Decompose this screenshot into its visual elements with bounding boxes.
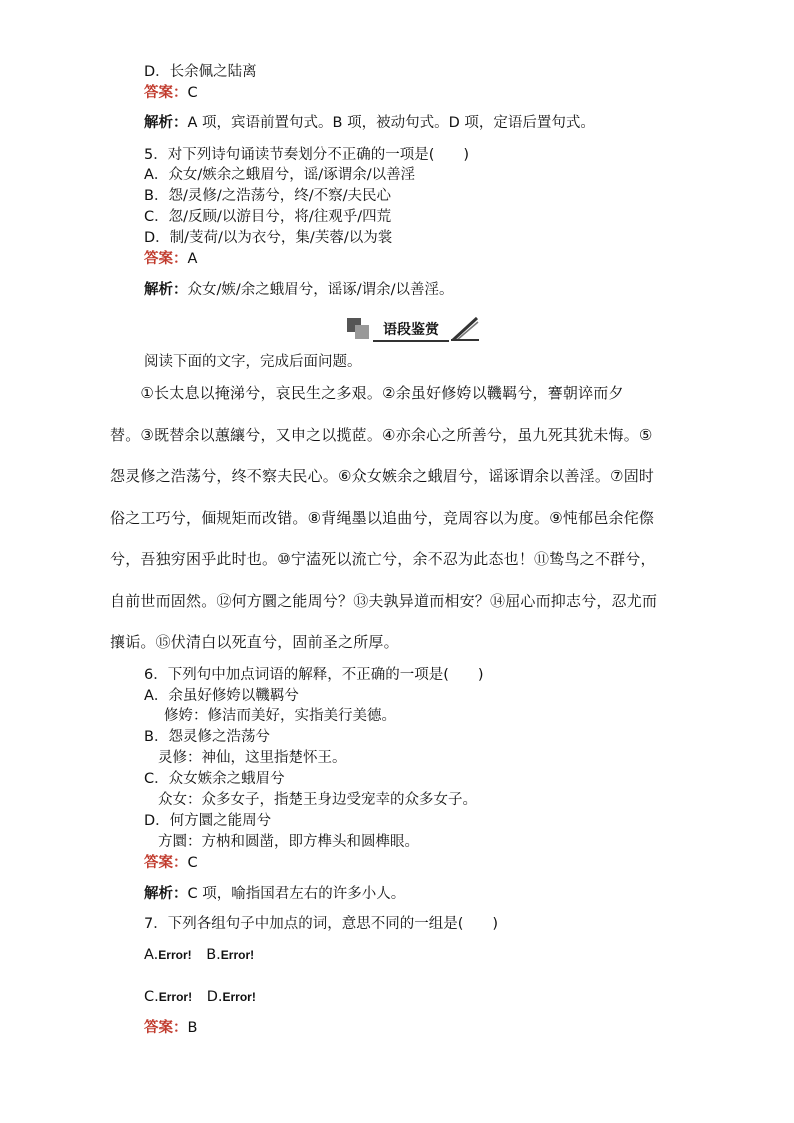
passage-line: 替。③既替余以蕙纕兮，又申之以揽茝。④亦余心之所善兮，虽九死其犹未悔。⑤ xyxy=(110,426,653,444)
answer-label: 答案： xyxy=(144,855,188,871)
option-d-explanation: 方圜：方枘和圆凿，即方榫头和圆榫眼。 xyxy=(158,834,419,850)
reading-instruction: 阅读下面的文字，完成后面问题。 xyxy=(144,354,362,370)
answer-value: A xyxy=(187,251,198,267)
section-banner xyxy=(343,316,479,342)
answer-line xyxy=(144,83,198,103)
error-placeholder: Error! xyxy=(158,990,193,1004)
option-d: D．长余佩之陆离 xyxy=(144,64,257,80)
analysis-label: 解析： xyxy=(144,886,188,902)
answer-line xyxy=(144,853,198,873)
option-row xyxy=(144,945,254,965)
option-b-label: B. xyxy=(206,947,221,963)
option-a-label: A. xyxy=(144,947,159,963)
passage-line: 兮，吾独穷困乎此时也。⑩宁溘死以流亡兮，余不忍为此态也！⑪鸷鸟之不群兮， xyxy=(110,550,656,568)
option-d: D．制/芰荷/以为衣兮，集/芙蓉/以为裳 xyxy=(144,230,393,246)
answer-line xyxy=(144,1018,197,1038)
answer-value: B xyxy=(187,1020,198,1036)
option-a: A．余虽好修姱以鞿羁兮 xyxy=(144,688,299,704)
passage-line: 俗之工巧兮，偭规矩而改错。⑧背绳墨以追曲兮，竞周容以为度。⑨忳郁邑余侘傺 xyxy=(110,509,655,527)
option-b-explanation: 灵修：神仙，这里指楚怀王。 xyxy=(158,750,347,766)
analysis-line xyxy=(144,280,454,300)
option-a-explanation: 修姱：修洁而美好，实指美行美德。 xyxy=(164,708,396,724)
analysis-label: 解析： xyxy=(144,282,188,298)
error-placeholder: Error! xyxy=(222,990,256,1004)
passage-line: ①长太息以掩涕兮，哀民生之多艰。②余虽好修姱以鞿羁兮，謇朝谇而夕 xyxy=(110,384,624,402)
answer-label: 答案： xyxy=(144,85,188,101)
option-c-explanation: 众女：众多女子，指楚王身边受宠幸的众多女子。 xyxy=(158,792,477,808)
banner-square-icon xyxy=(355,325,369,339)
banner-title: 语段鉴赏 xyxy=(383,322,439,338)
passage-line: 攘诟。⑮伏清白以死直兮，固前圣之所厚。 xyxy=(110,633,399,651)
question-stem: 5．对下列诗句诵读节奏划分不正确的一项是( ) xyxy=(144,147,470,163)
pen-icon xyxy=(451,316,479,342)
error-placeholder: Error! xyxy=(158,948,192,962)
analysis-text: 众女/嫉/余之蛾眉兮，谣诼/谓余/以善淫。 xyxy=(187,282,454,298)
passage-line: 自前世而固然。⑫何方圜之能周兮？⑬夫孰异道而相安？⑭屈心而抑志兮，忍尤而 xyxy=(110,592,658,610)
error-placeholder: Error! xyxy=(220,948,255,962)
answer-label: 答案： xyxy=(144,251,188,267)
option-c-label: C. xyxy=(144,989,159,1005)
question-stem: 7．下列各组句子中加点的词，意思不同的一组是( ) xyxy=(144,916,499,932)
option-c: C．众女嫉余之蛾眉兮 xyxy=(144,771,285,787)
analysis-line xyxy=(144,884,405,904)
option-d-label: D. xyxy=(206,989,223,1005)
analysis-line xyxy=(144,113,595,133)
analysis-text: A 项，宾语前置句式。B 项，被动句式。D 项，定语后置句式。 xyxy=(187,115,595,131)
option-a: A．众女/嫉余之蛾眉兮，谣/诼谓余/以善淫 xyxy=(144,167,416,183)
answer-value: C xyxy=(187,855,198,871)
option-b: B．怨灵修之浩荡兮 xyxy=(144,729,270,745)
answer-label: 答案： xyxy=(144,1020,188,1036)
option-c: C．忽/反顾/以游目兮，将/往观乎/四荒 xyxy=(144,209,392,225)
answer-value: C xyxy=(187,85,198,101)
analysis-text: C 项，喻指国君左右的许多小人。 xyxy=(187,886,406,902)
answer-line xyxy=(144,249,197,269)
passage-line: 怨灵修之浩荡兮，终不察夫民心。⑥众女嫉余之蛾眉兮，谣诼谓余以善淫。⑦固时 xyxy=(110,467,655,485)
option-row xyxy=(144,987,256,1007)
analysis-label: 解析： xyxy=(144,115,188,131)
option-b: B．怨/灵修/之浩荡兮，终/不察/夫民心 xyxy=(144,188,391,204)
option-d: D．何方圜之能周兮 xyxy=(144,813,272,829)
question-stem: 6．下列句中加点词语的解释，不正确的一项是( ) xyxy=(144,667,484,683)
